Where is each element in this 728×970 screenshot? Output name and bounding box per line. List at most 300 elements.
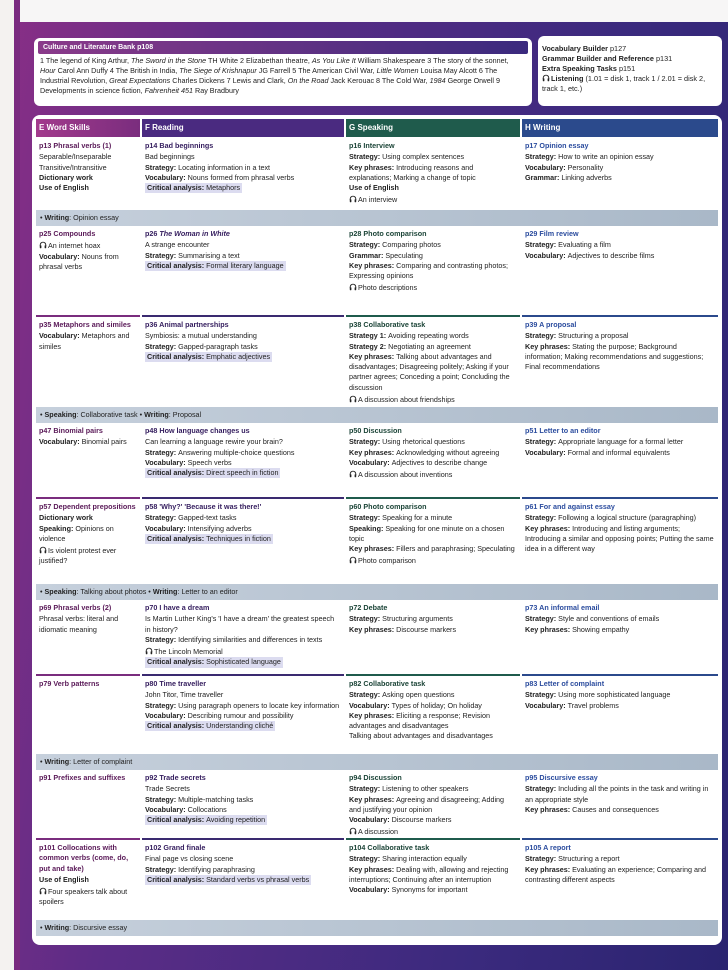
detail-label: Strategy :	[349, 240, 382, 249]
item-author: Ray Bradbury	[195, 86, 239, 95]
detail-text: Evaluating an experience; Comparing and contrasting different aspects	[525, 864, 706, 884]
lesson-cell[interactable]	[346, 838, 520, 920]
lesson-cell[interactable]	[522, 770, 718, 838]
lesson-page: p70	[145, 603, 158, 612]
lesson-row	[36, 600, 718, 674]
audio-track	[349, 827, 517, 837]
lesson-page: p102	[145, 843, 162, 852]
detail-bold: Use of English	[349, 183, 399, 193]
detail-label: Strategy :	[349, 437, 382, 446]
detail-text: Evaluating a film	[558, 240, 611, 250]
lesson-page: p35	[39, 320, 52, 329]
item-work: Fahrenheit 451	[144, 86, 194, 95]
lesson-page: p50	[349, 426, 362, 435]
detail-text: Separable/Inseparable	[39, 152, 112, 162]
lesson-page: p47	[39, 426, 52, 435]
headphones-icon	[349, 827, 357, 835]
lesson-detail	[349, 544, 517, 554]
lesson-page: p60	[349, 502, 362, 511]
lesson-detail	[525, 614, 715, 624]
reference-page: p151	[618, 64, 636, 73]
detail-label: Key phrases :	[349, 544, 396, 553]
band-text: Proposal	[172, 410, 202, 419]
lesson-cell[interactable]	[142, 226, 344, 315]
lesson-detail	[349, 183, 517, 193]
item-work: The Sword in the Stone	[131, 56, 207, 65]
culture-item	[40, 56, 238, 65]
lesson-cell[interactable]	[142, 315, 344, 407]
detail-label: Key phrases :	[349, 711, 396, 720]
detail-label: Vocabulary :	[525, 251, 568, 260]
detail-label: Vocabulary :	[145, 711, 188, 720]
lesson-detail	[349, 458, 517, 468]
lesson-cell[interactable]	[36, 674, 140, 754]
lesson-detail	[145, 711, 341, 721]
audio-title: A discussion	[358, 827, 398, 837]
audio-title: Is violent protest ever justified?	[39, 546, 117, 566]
item-number: 7	[226, 76, 231, 85]
review-band: • Writing: Letter of complaint	[36, 754, 718, 770]
lesson-page: p105	[525, 843, 542, 852]
column-header-writing	[522, 119, 718, 137]
detail-text: Bad beginnings	[145, 152, 195, 162]
lesson-name: Collaborative task	[367, 843, 430, 852]
lesson-page: p28	[349, 229, 362, 238]
detail-label: Key phrases :	[525, 524, 572, 533]
detail-text: Using paragraph openers to locate key information	[178, 700, 340, 710]
lesson-cell[interactable]	[346, 226, 520, 315]
detail-text: Techniques in fiction	[206, 533, 271, 543]
reference-item[interactable]	[542, 74, 718, 94]
detail-text: Gapped-paragraph tasks	[178, 341, 258, 351]
detail-text: A strange encounter	[145, 240, 210, 250]
lesson-detail	[145, 635, 341, 645]
lesson-detail	[349, 711, 517, 732]
detail-text: Symbiosis: a mutual understanding	[145, 331, 257, 341]
detail-label: Key phrases :	[349, 448, 396, 457]
detail-label: Strategy :	[349, 854, 382, 863]
lesson-detail	[145, 458, 341, 468]
lesson-page: p51	[525, 426, 538, 435]
lesson-name: Discussion	[363, 426, 402, 435]
detail-text: Negotiating an agreement	[388, 341, 471, 351]
lesson-detail	[39, 524, 137, 545]
column-letter: G	[349, 123, 356, 132]
lesson-detail	[525, 251, 715, 261]
lesson-page: p69	[39, 603, 52, 612]
band-text: Letter of complaint	[73, 757, 133, 766]
band-label: Writing	[44, 213, 70, 222]
reference-label: Vocabulary Builder	[542, 44, 608, 53]
lesson-page: p29	[525, 229, 538, 238]
review-band: • Writing: Discursive essay	[36, 920, 718, 936]
lesson-name: Verb patterns	[53, 679, 100, 688]
detail-text: Transitive/Intransitive	[39, 162, 107, 172]
lesson-cell[interactable]	[142, 770, 344, 838]
detail-text: Formal and informal equivalents	[567, 447, 670, 457]
lesson-detail	[145, 657, 341, 667]
lesson-detail	[349, 854, 517, 864]
lesson-title	[525, 229, 715, 239]
lesson-cell[interactable]	[142, 497, 344, 584]
item-work: Hour	[40, 66, 56, 75]
contents-table	[32, 115, 722, 945]
detail-bold: Dictionary work	[39, 172, 93, 182]
detail-text: Collocations	[187, 804, 227, 814]
lesson-cell[interactable]	[346, 770, 520, 838]
detail-text: Avoiding repeating words	[388, 331, 469, 341]
lesson-name: Collaborative task	[363, 679, 426, 688]
lesson-detail	[145, 875, 341, 885]
lesson-name: Photo comparison	[363, 502, 427, 511]
lesson-title	[349, 773, 517, 783]
lesson-cell[interactable]	[346, 315, 520, 407]
detail-label: Grammar :	[525, 173, 561, 182]
lesson-detail	[349, 261, 517, 282]
lesson-detail	[145, 524, 341, 534]
lesson-cell[interactable]	[142, 423, 344, 497]
lesson-detail	[39, 331, 137, 352]
item-topic: The Industrial Revolution,	[40, 66, 498, 85]
lesson-cell[interactable]	[36, 770, 140, 838]
lesson-detail	[145, 437, 341, 447]
lesson-name: For and against essay	[539, 502, 615, 511]
detail-label: Strategy :	[525, 331, 558, 340]
lesson-title	[39, 320, 137, 330]
audio-track	[39, 241, 137, 251]
critical-analysis-highlight	[145, 875, 311, 885]
detail-label: Strategy :	[145, 795, 178, 804]
lesson-name: Film review	[539, 229, 579, 238]
detail-text: Multiple-matching tasks	[178, 794, 254, 804]
lesson-detail	[145, 854, 341, 864]
lesson-title	[39, 141, 137, 151]
detail-label: Key phrases :	[349, 163, 396, 172]
detail-label: Vocabulary :	[39, 252, 82, 261]
reference-page: p127	[610, 44, 627, 53]
detail-label: Grammar :	[349, 251, 385, 260]
detail-label: Strategy :	[145, 342, 178, 351]
detail-label: Critical analysis :	[147, 657, 206, 666]
column-letter: F	[145, 123, 150, 132]
detail-label: Vocabulary :	[145, 524, 188, 533]
lesson-cell[interactable]	[36, 226, 140, 315]
detail-text: Nouns from phrasal verbs	[39, 251, 119, 271]
detail-text: Opinions on violence	[39, 523, 114, 543]
detail-text: Formal literary language	[206, 260, 284, 270]
band-label: Writing	[144, 410, 169, 419]
lesson-page: p94	[349, 773, 362, 782]
lesson-cell[interactable]	[346, 423, 520, 497]
lesson-detail	[525, 331, 715, 341]
lesson-cell[interactable]	[36, 315, 140, 407]
detail-text: Final page vs closing scene	[145, 854, 234, 864]
detail-label: Critical analysis :	[147, 352, 206, 361]
lesson-title	[525, 502, 715, 512]
band-text: Letter to an editor	[181, 587, 238, 596]
lesson-page: p57	[39, 502, 52, 511]
lesson-cell[interactable]	[346, 497, 520, 584]
detail-label: Strategy :	[525, 614, 558, 623]
detail-label: Strategy :	[525, 240, 558, 249]
lesson-name: Time traveller	[159, 679, 207, 688]
culture-bank-heading: Culture and Literature Bank p108	[38, 41, 528, 54]
lesson-title	[39, 773, 137, 783]
reference-item[interactable]	[542, 44, 718, 54]
lesson-name: Discussion	[363, 773, 402, 782]
reference-label: Extra Speaking Tasks	[542, 64, 617, 73]
band-text: Opinion essay	[73, 213, 119, 222]
item-topic: Developments in science fiction,	[40, 86, 143, 95]
lesson-row	[36, 138, 718, 210]
detail-text: Summarising a text	[178, 250, 240, 260]
lesson-detail	[525, 437, 715, 447]
lesson-detail	[525, 865, 715, 886]
lesson-title	[349, 679, 517, 689]
lesson-page: p92	[145, 773, 158, 782]
detail-label: Vocabulary :	[39, 331, 82, 340]
lesson-name: Binomial pairs	[53, 426, 103, 435]
lesson-cell[interactable]	[142, 138, 344, 210]
lesson-detail	[525, 240, 715, 250]
detail-label: Strategy :	[525, 513, 558, 522]
headphones-icon	[349, 556, 357, 564]
band-text: Talking about photos	[80, 587, 147, 596]
audio-title: A discussion about friendships	[358, 395, 455, 405]
detail-label: Key phrases :	[349, 261, 396, 270]
detail-label: Strategy :	[349, 784, 382, 793]
detail-text: Speculating	[385, 250, 423, 260]
item-number: 5	[292, 66, 297, 75]
culture-bank-items	[38, 54, 528, 96]
lesson-page: p101	[39, 843, 56, 852]
detail-text: Discourse markers	[396, 624, 457, 634]
lesson-title	[145, 603, 341, 613]
detail-label: Vocabulary :	[525, 163, 568, 172]
detail-label: Strategy :	[525, 784, 558, 793]
lesson-cell[interactable]	[36, 600, 140, 674]
lesson-detail	[39, 875, 137, 885]
item-work: The Siege of Krishnapur	[179, 66, 257, 75]
lesson-cell[interactable]	[522, 838, 718, 920]
lesson-cell[interactable]	[522, 138, 718, 210]
detail-label: Speaking :	[39, 524, 75, 533]
detail-text: Is Martin Luther King's 'I have a dream' the greatest speech in history?	[145, 614, 335, 634]
reference-item[interactable]	[542, 54, 718, 64]
lesson-row	[36, 497, 718, 584]
item-topic: The British in India,	[115, 66, 178, 75]
detail-text: Answering multiple-choice questions	[178, 447, 295, 457]
detail-bold: Use of English	[39, 183, 89, 193]
lesson-page: p72	[349, 603, 362, 612]
page-edge	[0, 0, 20, 970]
lesson-cell[interactable]	[346, 600, 520, 674]
culture-item	[292, 66, 477, 75]
lesson-detail	[39, 252, 137, 273]
detail-label: Key phrases :	[525, 865, 572, 874]
lesson-detail	[525, 690, 715, 700]
lesson-cell[interactable]	[36, 423, 140, 497]
lesson-name: Discursive essay	[539, 773, 598, 782]
item-topic: Elizabethan theatre,	[245, 56, 310, 65]
audio-track	[145, 647, 341, 657]
lesson-detail	[145, 163, 341, 173]
detail-label: Strategy :	[349, 614, 382, 623]
lesson-row	[36, 674, 718, 754]
item-topic: The Cold War,	[381, 76, 428, 85]
item-work: On the Road	[287, 76, 329, 85]
column-letter: E	[39, 123, 45, 132]
lesson-cell[interactable]	[142, 838, 344, 920]
lesson-title	[525, 320, 715, 330]
lesson-detail	[349, 513, 517, 523]
detail-label: Strategy :	[349, 513, 382, 522]
lesson-detail	[145, 721, 341, 731]
lesson-cell[interactable]	[522, 226, 718, 315]
detail-label: Key phrases :	[349, 352, 396, 361]
lesson-detail	[525, 152, 715, 162]
lesson-cell[interactable]	[346, 138, 520, 210]
item-work: Great Expectations	[109, 76, 171, 85]
audio-title: An interview	[358, 195, 398, 205]
lesson-detail	[349, 885, 517, 895]
lesson-cell[interactable]	[36, 838, 140, 920]
detail-text: Acknowledging without agreeing	[396, 447, 500, 457]
lesson-cell[interactable]	[522, 315, 718, 407]
audio-track	[39, 887, 137, 908]
lesson-title	[145, 141, 341, 151]
detail-text: Understanding cliché	[206, 721, 274, 731]
lesson-detail	[525, 701, 715, 711]
column-name: Reading	[152, 123, 184, 132]
detail-label: Vocabulary :	[349, 458, 392, 467]
audio-title: Four speakers talk about spoilers	[39, 887, 128, 907]
detail-text: Emphatic adjectives	[206, 351, 271, 361]
lesson-cell[interactable]	[142, 600, 344, 674]
lesson-detail	[39, 183, 137, 193]
lesson-title	[145, 773, 341, 783]
audio-title: A discussion about inventions	[358, 470, 453, 480]
item-author: Jack Kerouac	[330, 76, 375, 85]
item-number: 2	[239, 56, 244, 65]
lesson-detail	[145, 865, 341, 875]
lesson-detail	[349, 795, 517, 816]
critical-analysis-highlight	[145, 534, 273, 544]
detail-label: Strategy :	[349, 690, 382, 699]
detail-text: Dealing with, allowing and rejecting interruptions; Continuing after an interruption	[349, 864, 509, 884]
lesson-name: Debate	[363, 603, 388, 612]
lesson-cell[interactable]	[346, 674, 520, 754]
detail-text: Types of holiday; On holiday	[391, 700, 482, 710]
lesson-cell[interactable]	[36, 138, 140, 210]
audio-track	[349, 283, 517, 293]
lesson-detail	[349, 152, 517, 162]
headphones-icon	[39, 546, 47, 554]
lesson-detail	[145, 183, 341, 193]
lesson-detail	[349, 331, 517, 341]
lesson-cell[interactable]	[522, 674, 718, 754]
audio-track	[39, 546, 137, 567]
detail-label: Key phrases :	[349, 795, 396, 804]
lesson-name: Phrasal verbs (1)	[53, 141, 112, 150]
item-topic: The American Civil War,	[298, 66, 375, 75]
page-top-margin	[20, 0, 728, 22]
lesson-name: Prefixes and suffixes	[53, 773, 126, 782]
critical-analysis-highlight	[145, 352, 272, 362]
reference-label: Grammar Builder and Reference	[542, 54, 654, 63]
lesson-name: Phrasal verbs (2)	[53, 603, 112, 612]
lesson-page: p38	[349, 320, 362, 329]
detail-text: Appropriate language for a formal letter	[558, 437, 684, 447]
lesson-detail	[525, 625, 715, 635]
lesson-title	[39, 229, 137, 239]
band-label: Writing	[44, 923, 70, 932]
lesson-page: p25	[39, 229, 52, 238]
lesson-detail	[145, 173, 341, 183]
lesson-detail	[349, 342, 517, 352]
column-name: Word Skills	[46, 123, 90, 132]
headphones-icon	[145, 647, 153, 655]
reference-item[interactable]	[542, 64, 718, 74]
detail-text: Locating information in a text	[178, 162, 271, 172]
lesson-detail	[525, 854, 715, 864]
lesson-cell[interactable]	[522, 600, 718, 674]
detail-text: Comparing and contrasting photos; Expressing opinions	[349, 260, 509, 281]
culture-item	[110, 66, 290, 75]
lesson-title	[39, 679, 137, 689]
item-number: 6	[478, 66, 483, 75]
lesson-title	[145, 843, 341, 853]
lesson-page: p17	[525, 141, 538, 150]
lesson-name: Letter to an editor	[539, 426, 601, 435]
lesson-cell[interactable]	[522, 497, 718, 584]
audio-title: Photo descriptions	[358, 283, 418, 293]
detail-text: Phrasal verbs: literal and idiomatic meaning	[39, 614, 119, 634]
lesson-row	[36, 838, 718, 920]
lesson-detail	[39, 513, 137, 523]
lesson-cell[interactable]	[142, 674, 344, 754]
lesson-name: How language changes us	[159, 426, 250, 435]
column-header-reading	[142, 119, 344, 137]
lesson-page: p95	[525, 773, 538, 782]
lesson-title	[525, 603, 715, 613]
lesson-page: p58	[145, 502, 158, 511]
review-band: • Writing: Opinion essay	[36, 210, 718, 226]
culture-item	[376, 76, 494, 85]
lesson-cell[interactable]	[36, 497, 140, 584]
lesson-detail	[349, 625, 517, 635]
lesson-cell[interactable]	[522, 423, 718, 497]
detail-text: Talking about advantages and disadvantages; Disagreeing politely; Asking if your partner agrees; Conceding a point; Concluding the discussion	[349, 351, 510, 392]
headphones-icon	[39, 241, 47, 249]
lesson-page: p14	[145, 141, 158, 150]
band-label: Speaking	[44, 410, 77, 419]
detail-label: Key phrases :	[349, 865, 396, 874]
lesson-name: Grand finale	[163, 843, 206, 852]
lesson-detail	[145, 448, 341, 458]
item-number: 3	[427, 56, 432, 65]
detail-label: Strategy :	[145, 448, 178, 457]
lesson-name: Dependent prepositions	[53, 502, 136, 511]
detail-text: Fillers and paraphrasing; Speculating	[396, 544, 515, 554]
lesson-page: p39	[525, 320, 538, 329]
detail-text: Speech verbs	[187, 457, 232, 467]
lesson-detail	[145, 784, 341, 794]
lesson-detail	[145, 352, 341, 362]
lesson-detail	[145, 795, 341, 805]
detail-label: Critical analysis :	[147, 261, 206, 270]
detail-text: Identifying similarities and differences in texts	[178, 634, 323, 644]
